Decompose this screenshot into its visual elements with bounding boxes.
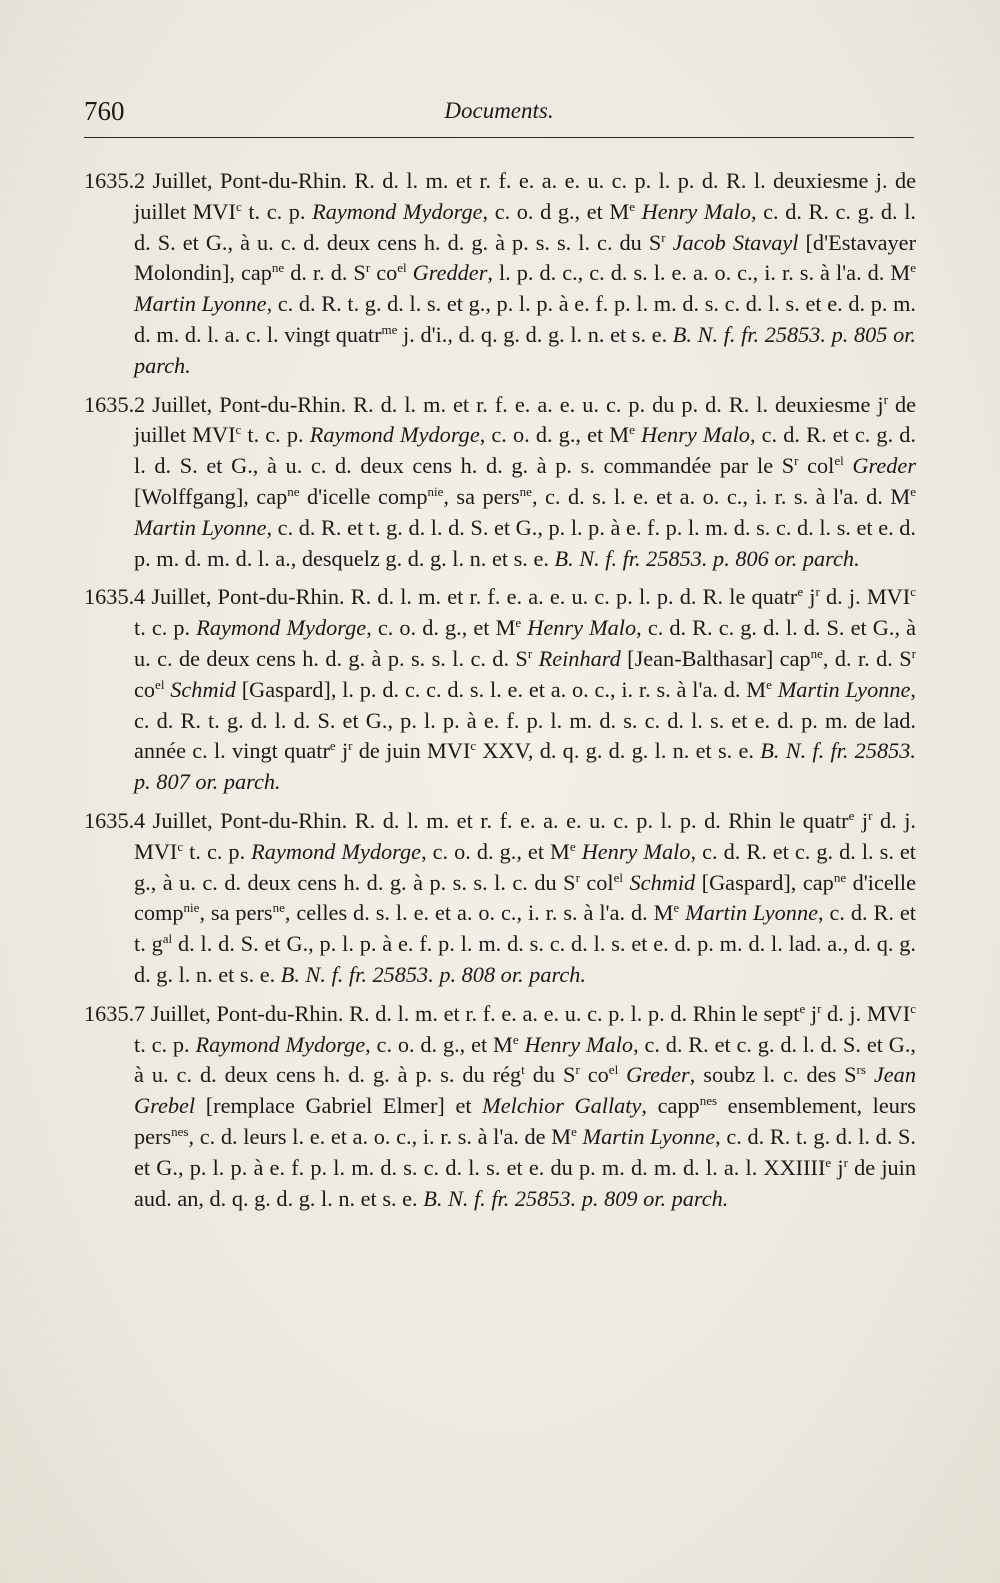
entry-text: 4 Juillet, Pont-du-Rhin. R. d. l. m. et r. f. e. a. e. u. c. p. l. p. d. Rhin le quatr$^e$ $j^r$ d. j. MVI$^c$ t. c. p. Raymond Mydorge, c. o. d. g., et Me Henry Malo, c. d. R. et c. g. d. l. s. et g., à u. c. d. deux cens h. d. g. à p. s. s. l. c. du $S^r$ col$^{el}$ Schmid [Gaspard], cap$^{ne}$ d'icelle comp$^{nie}$, sa pers$^{ne}$, celles d. s. l. e. et a. o. c., i. r. s. à l'a. d. Me Martin Lyonne, c. d. R. et t. $g^{al}$ d. l. d. S. et G., p. l. p. à e. f. p. l. m. d. s. c. d. l. s. et e. d. p. m. d. l. lad. a., d. q. g. d. g. l. n. et s. e. B. N. f. fr. 25853. p. 808 or. parch.: [134, 807, 917, 987]
entry-text: 4 Juillet, Pont-du-Rhin. R. d. l. m. et r. f. e. a. e. u. c. p. l. p. d. R. le quatr$^e$ $j^r$ d. j. MVI$^c$ t. c. p. Raymond Mydorge, c. o. d. g., et Me Henry Malo, c. d. R. c. g. d. l. d. S. et G., à u. c. de deux cens h. d. g. à p. s. s. l. c. d. $S^r$ Reinhard [Jean-Balthasar] cap$^{ne}$, d. r. d. $S^r$ $co^{el}$ Schmid [Gaspard], l. p. d. c. c. d. s. l. e. et a. o. c., i. r. s. à l'a. d. Me Martin Lyonne, c. d. R. t. g. d. l. d. S. et G., p. l. p. à e. f. p. l. m. d. s. c. d. l. s. et e. d. p. m. de lad. année c. l. vingt quatr$^e$ $j^r$ de juin MVI$^c$ XXV, d. q. g. d. g. l. n. et s. e. B. N. f. fr. 25853. p. 807 or. parch.: [134, 584, 917, 795]
entry: [84, 806, 916, 991]
running-head: Documents.: [444, 98, 554, 123]
entry-text: 2 Juillet, Pont-du-Rhin. R. d. l. m. et r. f. e. a. e. u. c. p. l. p. d. R. l. deuxiesme j. de juillet MVI$^c$ t. c. p. Raymond Mydorge, c. o. d g., et Me Henry Malo, c. d. R. c. g. d. l. d. S. et G., à u. c. d. deux cens h. d. g. à p. s. s. l. c. du $S^r$ Jacob Stavayl [d'Estavayer Molondin], cap$^{ne}$ d. r. d. $S^r$ $co^{el}$ Gredder, l. p. d. c., c. d. s. l. e. a. o. c., i. r. s. à l'a. d. Me Martin Lyonne, c. d. R. t. g. d. l. s. et g., p. l. p. à e. f. p. l. m. d. s. c. d. l. s. et e. d. p. m. d. m. d. l. a. c. l. vingt quatr$^{me}$ j. d'i., d. q. g. d. g. l. n. et s. e. B. N. f. fr. 25853. p. 805 or. parch.: [134, 168, 916, 378]
entry-year: 1635.: [84, 168, 135, 193]
entry: [84, 582, 916, 798]
entry-year: 1635.: [84, 391, 135, 417]
header-rule: [84, 137, 914, 138]
entry-text: 2 Juillet, Pont-du-Rhin. R. d. l. m. et r. f. e. a. e. u. c. p. du p. d. R. l. deuxiesme $j^r$ de juillet MVI$^c$ t. c. p. Raymond Mydorge, c. o. d. g., et Me Henry Malo, c. d. R. et c. g. d. l. d. S. et G., à u. c. d. deux cens h. d. g. à p. s. commandée par le $S^r$ col$^{el}$ Greder [Wolffgang], cap$^{ne}$ d'icelle comp$^{nie}$, sa pers$^{ne}$, c. d. s. l. e. et a. o. c., i. r. s. à l'a. d. Me Martin Lyonne, c. d. R. et t. g. d. l. d. S. et G., p. l. p. à e. f. p. l. m. d. s. c. d. l. s. et e. d. p. m. d. m. d. l. a., desquelz g. d. g. l. n. et s. e. B. N. f. fr. 25853. p. 806 or. parch.: [134, 391, 916, 571]
page-header: [84, 96, 914, 136]
entry: [84, 999, 916, 1215]
entry-year: 1635.: [84, 807, 135, 833]
entries-list: [84, 166, 916, 1222]
page-number: 760: [84, 96, 125, 126]
entry: [84, 390, 916, 575]
entry: [84, 166, 916, 382]
entry-year: 1635.: [84, 1000, 135, 1026]
entry-text: 7 Juillet, Pont-du-Rhin. R. d. l. m. et r. f. e. a. e. u. c. p. l. p. d. Rhin le sept$^e$ $j^r$ d. j. MVI$^c$ t. c. p. Raymond Mydorge, c. o. d. g., et Me Henry Malo, c. d. R. et c. g. d. l. d. S. et G., à u. c. d. deux cens h. d. g. à p. s. du rég$^t$ du $S^r$ $co^{el}$ Greder, soubz l. c. des $S^{rs}$ Jean Grebel [remplace Gabriel Elmer] et Melchior Gallaty, capp$^{nes}$ ensemblement, leurs pers$^{nes}$, c. d. leurs l. e. et a. o. c., i. r. s. à l'a. de Me Martin Lyonne, c. d. R. t. g. d. l. d. S. et G., p. l. p. à e. f. p. l. m. d. s. c. d. l. s. et e. du p. m. d. m. d. l. a. l. XXIIIIe $j^r$ de juin aud. an, d. q. g. d. g. l. n. et s. e. B. N. f. fr. 25853. p. 809 or. parch.: [134, 1000, 917, 1211]
entry-year: 1635.: [84, 584, 135, 610]
